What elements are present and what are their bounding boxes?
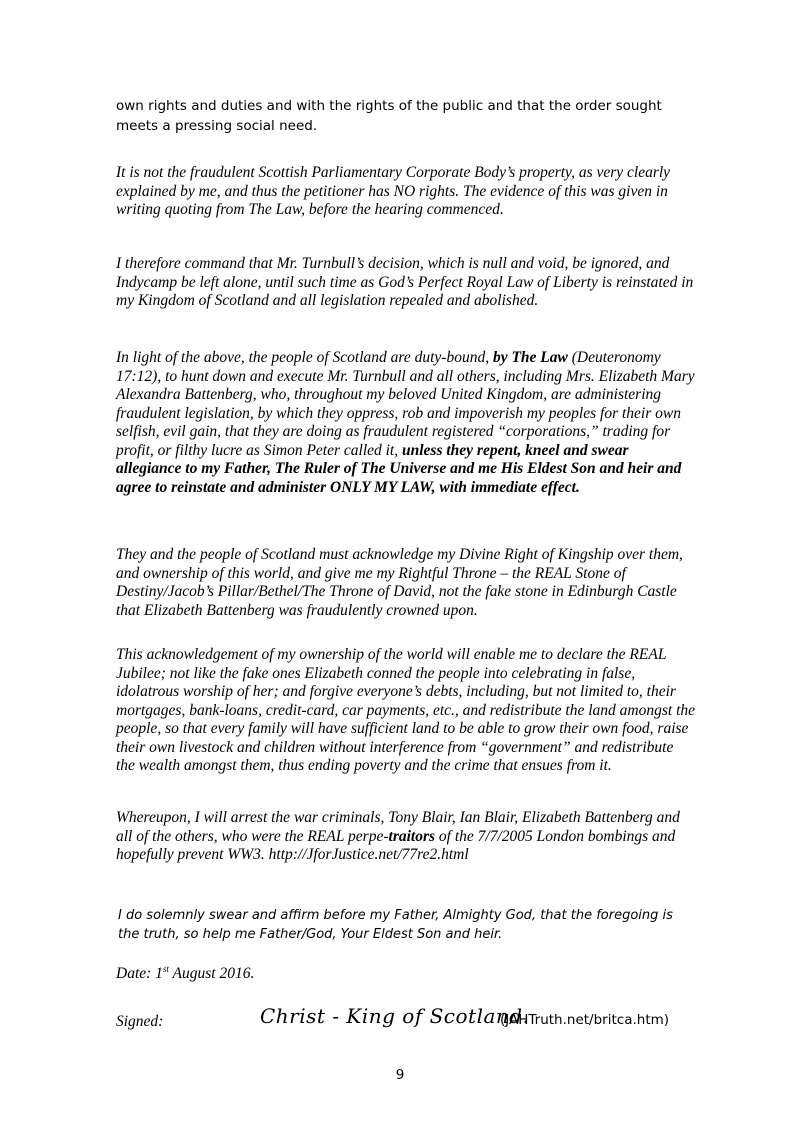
arrest-text-c: of the 7/7/2005 London bombings and hopefully prevent WW3. http://JforJustice.net/77re2.html bbox=[116, 827, 676, 863]
paragraph-command: I therefore command that Mr. Turnbull’s decision, which is null and void, be ignored, and Indycamp be left alone, until such time as God’s Perfect Royal Law of Liberty is reinstated in my Kingdom of Scotland and all legislation repealed and abolished. bbox=[116, 255, 694, 309]
date-suffix: st bbox=[162, 963, 169, 974]
paragraph-duty-bound bbox=[116, 349, 696, 497]
duty-text-c: (Deuteronomy 17:12), to hunt down and execute Mr. Turnbull and all others, including Mrs. Elizabeth Mary Alexandra Battenberg, who, throughout my beloved United Kingdom, are administering fraudulent legislation, by which they oppress, rob and impoverish my peoples for their own selfish, evil gain, that they are doing as fraudulent registered “corporations,” trading for profit, or filthy lucre as Simon Peter called it, bbox=[116, 349, 695, 459]
duty-text-demand: unless they repent, kneel and swear allegiance to my Father, The Ruler of The Universe and me His Eldest Son and heir and agree to reinstate and administer ONLY MY LAW, with immediate effect. bbox=[116, 441, 682, 496]
date-prefix: Date: 1 bbox=[116, 965, 163, 982]
paragraph-property: It is not the fraudulent Scottish Parliamentary Corporate Body’s property, as very clearly explained by me, and thus the petitioner has NO rights. The evidence of this was given in writing quoting from The Law, before the hearing commenced. bbox=[116, 164, 671, 218]
paragraph-arrest bbox=[116, 809, 696, 865]
duty-text-a: In light of the above, the people of Scotland are duty-bound, bbox=[116, 349, 493, 366]
arrest-text-traitors: traitors bbox=[388, 827, 436, 845]
page-number: 9 bbox=[395, 1067, 405, 1083]
duty-text-law: by The Law bbox=[492, 349, 568, 366]
paragraph-continuation: own rights and duties and with the rights of the public and that the order sought meets a pressing social need. bbox=[116, 98, 662, 134]
date-rest: August 2016. bbox=[168, 965, 255, 982]
paragraph-kingship: They and the people of Scotland must acknowledge my Divine Right of Kingship over them, and ownership of this world, and give me my Rightful Throne – the REAL Stone of Destiny/Jacob’s Pillar/Bethel/The Throne of David, not the fake stone in Edinburgh Castle that Elizabeth Battenberg was fraudulently crowned upon. bbox=[116, 546, 683, 619]
signed-label: Signed: bbox=[116, 1013, 164, 1030]
signature: Christ - King of Scotland. bbox=[260, 1004, 530, 1028]
paragraph-jubilee: This acknowledgement of my ownership of the world will enable me to declare the REAL Jubilee; not like the fake ones Elizabeth conned the people into celebrating in false, idolatrous worship of her; and forgive everyone’s debts, including, but not limited to, their mortgages, bank-loans, credit-card, car payments, etc., and redistribute the land amongst the people, so that every family will have sufficient land to be able to grow their own food, raise their own livestock and children without interference from “government” and redistribute the wealth amongst them, thus ending poverty and the crime that ensues from it. bbox=[116, 646, 696, 774]
arrest-text-a: Whereupon, I will arrest the war criminals, Tony Blair, Ian Blair, Elizabeth Battenberg and all of the others, who were the REAL perpe- bbox=[116, 809, 680, 845]
paragraph-oath: I do solemnly swear and affirm before my Father, Almighty God, that the foregoing is the truth, so help me Father/God, Your Eldest Son and heir. bbox=[118, 908, 673, 942]
signature-link: (JAHTruth.net/britca.htm) bbox=[500, 1012, 670, 1028]
date-line bbox=[116, 965, 696, 984]
